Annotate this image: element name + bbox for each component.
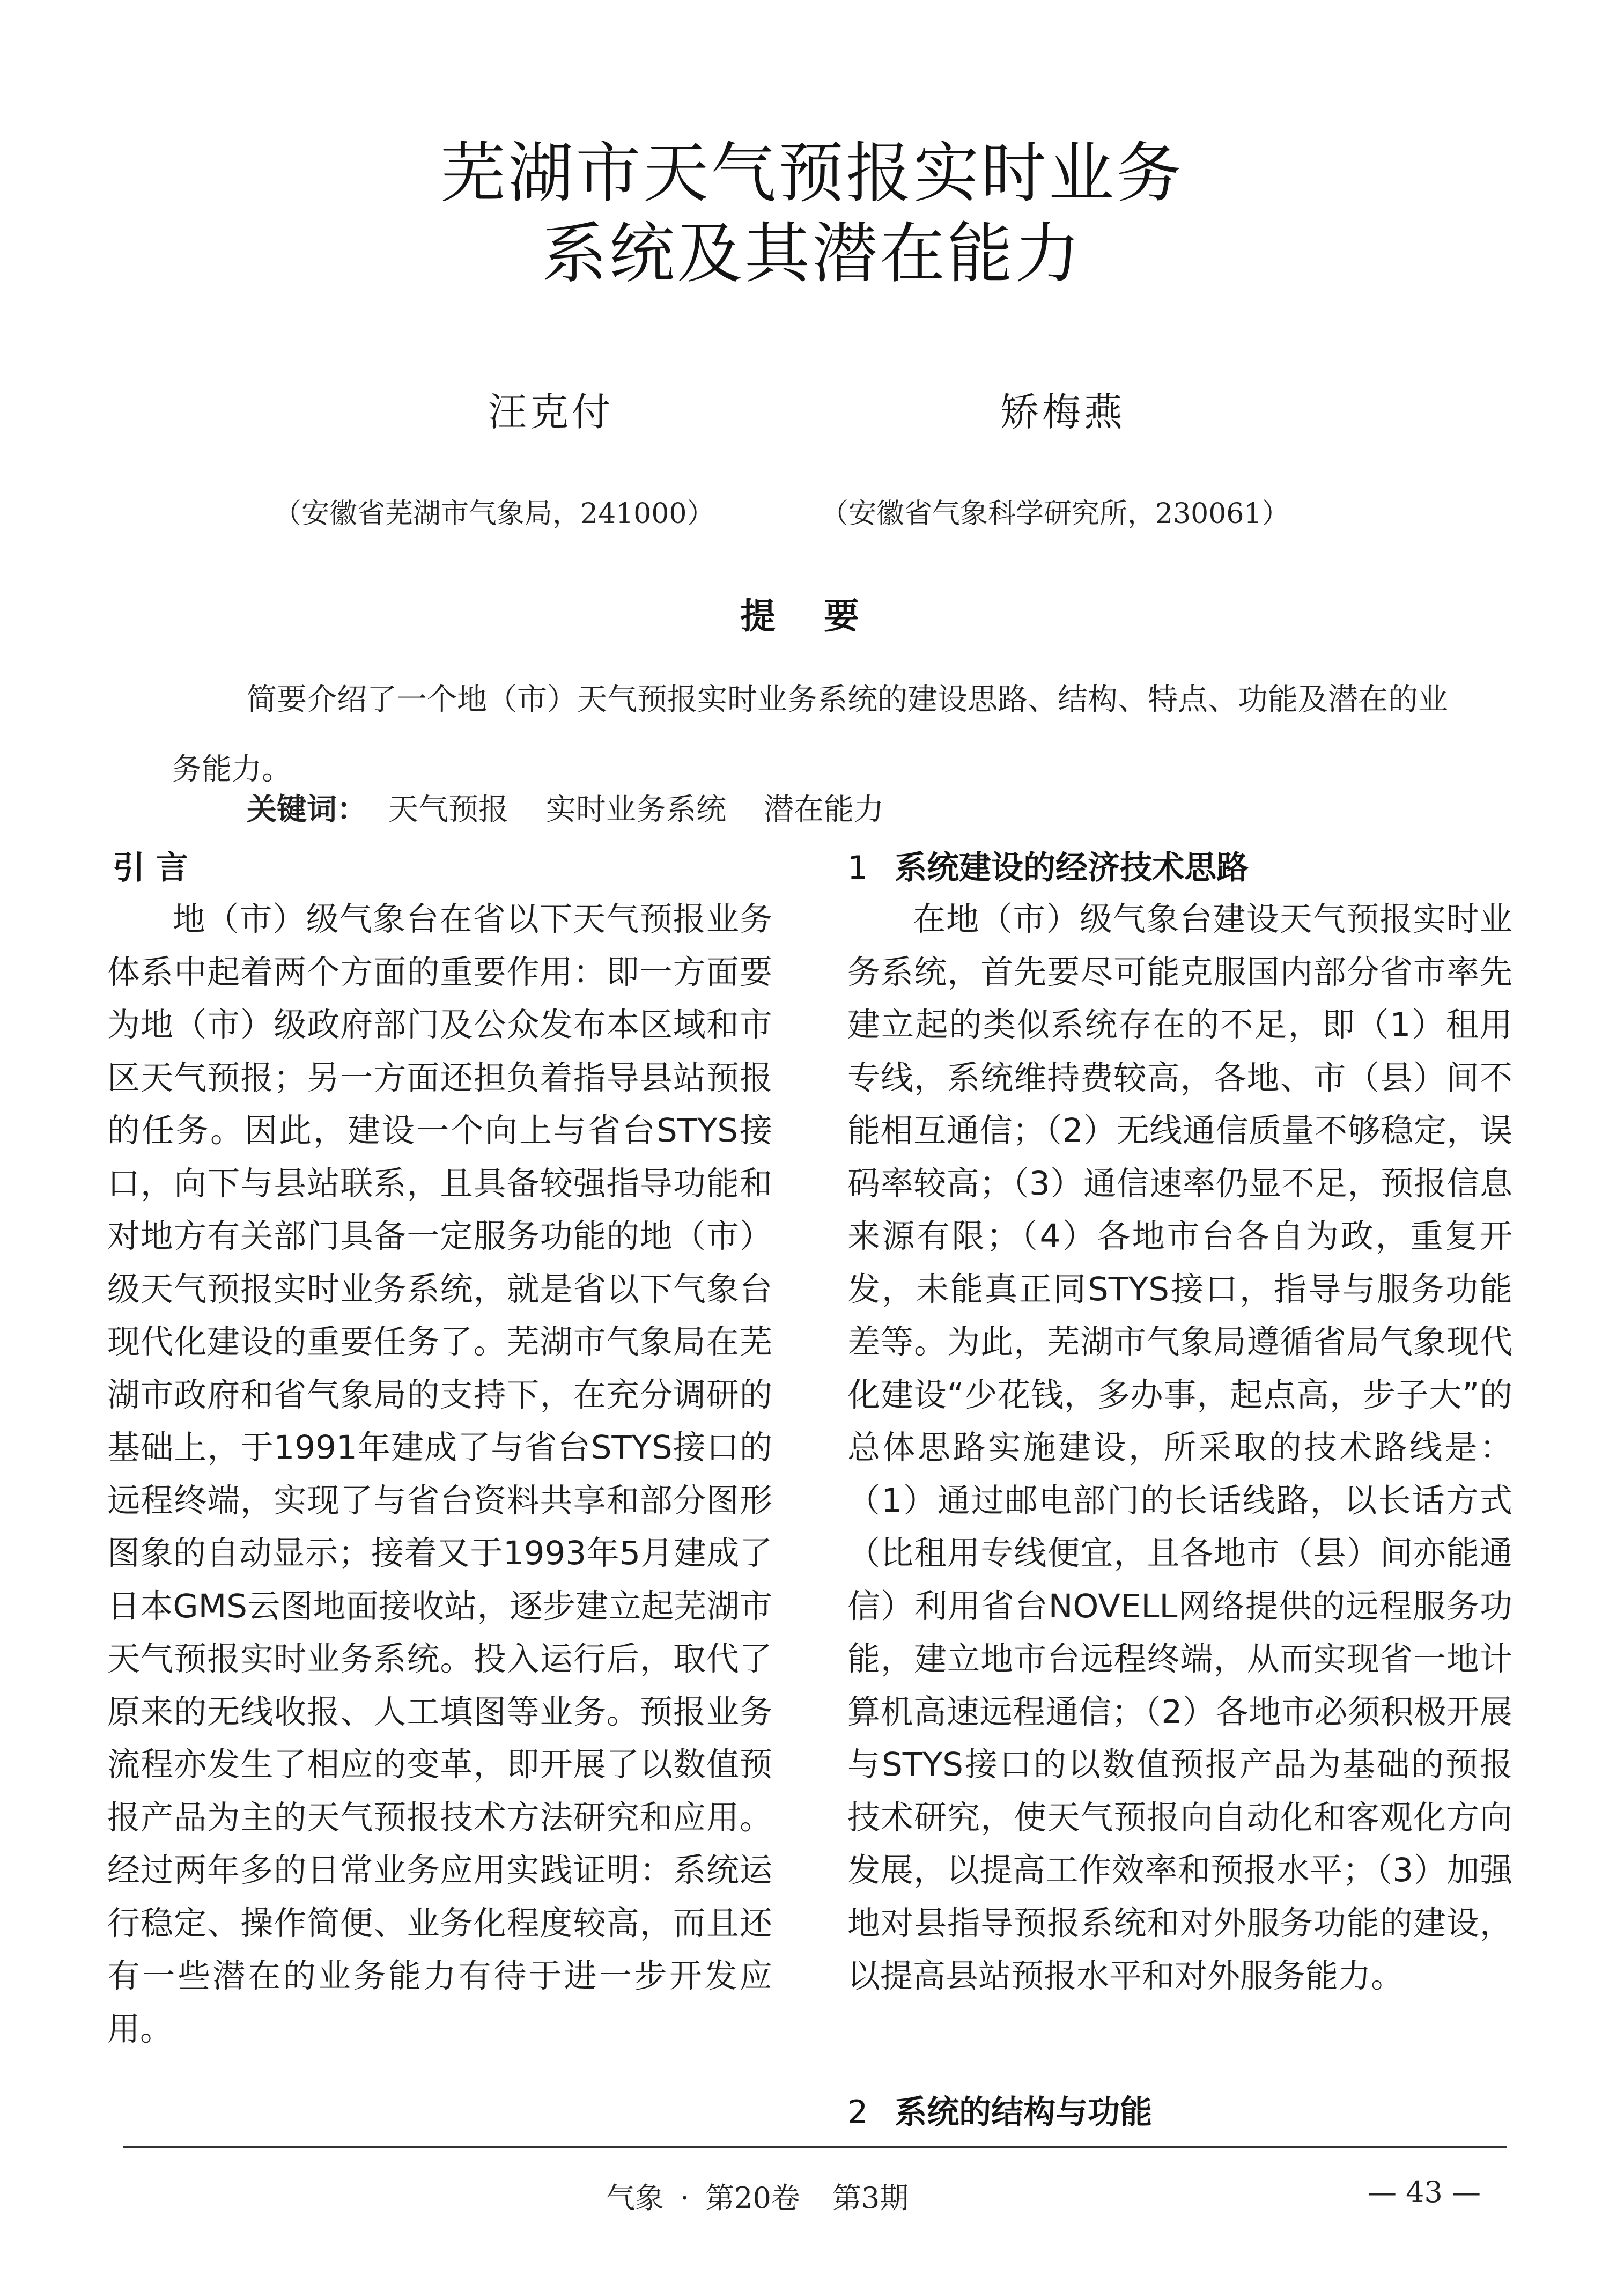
section-1-body-text: 在地（市）级气象台建设天气预报实时业务系统，首先要尽可能克服国内部分省市率先建立起的类似系统存在的不足，即（1）租用专线，系统维持费较高，各地、市（县）间不能相互通信；（2）无线通信质量不够稳定，误码率较高；（3）通信速率仍显不足，预报信息来源有限；（4）各地市台各自为政，重复开发，未能真正同STYS接口，指导与服务功能差等。为此，芜湖市气象局遵循省局气象现代化建设“少花钱，多办事，起点高，步子大”的总体思路实施建设，所采取的技术路线是：（1）通过邮电部门的长话线路，以长话方式（比租用专线便宜，且各地市（县）间亦能通信）利用省台NOVELL网络提供的远程服务功能，建立地市台远程终端，从而实现省一地计算机高速远程通信；（2）各地市必须积极开展与STYS接口的以数值预报产品为基础的预报技术研究，使天气预报向自动化和客观化方向发展，以提高工作效率和预报水平；（3）加强地对县指导预报系统和对外服务功能的建设，以提高县站预报水平和对外服务能力。: [847, 900, 1512, 1995]
footer-rule: [123, 2146, 1507, 2148]
author-1-name: 汪克付: [488, 389, 614, 435]
abstract-text: 简要介绍了一个地（市）天气预报实时业务系统的建设思路、结构、特点、功能及潜在的业务能力。: [172, 682, 1448, 787]
journal-issue: 第3期: [832, 2181, 909, 2215]
author-2-name: 矫梅燕: [1000, 389, 1126, 435]
section-2-title: 系统的结构与功能: [895, 2094, 1153, 2131]
keyword-item: 天气预报: [388, 792, 508, 827]
keyword-item: 潜在能力: [764, 792, 884, 827]
section-heading-intro: 引 言: [113, 849, 188, 887]
intro-body-text: 地（市）级气象台在省以下天气预报业务体系中起着两个方面的重要作用：即一方面要为地（市）级政府部门及公众发布本区域和市区天气预报；另一方面还担负着指导县站预报的任务。因此，建设一个向上与省台STYS接口，向下与县站联系，且具备较强指导功能和对地方有关部门具备一定服务功能的地（市）级天气预报实时业务系统，就是省以下气象台现代化建设的重要任务了。芜湖市气象局在芜湖市政府和省气象局的支持下，在充分调研的基础上，于1991年建成了与省台STYS接口的远程终端，实现了与省台资料共享和部分图形图象的自动显示；接着又于1993年5月建成了日本GMS云图地面接收站，逐步建立起芜湖市天气预报实时业务系统。投入运行后，取代了原来的无线收报、人工填图等业务。预报业务流程亦发生了相应的变革，即开展了以数值预报产品为主的天气预报技术方法研究和应用。经过两年多的日常业务应用实践证明：系统运行稳定、操作简便、业务化程度较高，而且还有一些潜在的业务能力有待于进一步开发应用。: [107, 900, 772, 2048]
author-2-affiliation: （安徽省气象科学研究所，230061）: [821, 498, 1290, 530]
abstract-heading: 提要: [740, 595, 907, 637]
section-heading-1: [847, 842, 1249, 888]
journal-footer: 气象 · 第20卷 第3期: [606, 2181, 909, 2215]
keywords: [247, 786, 921, 829]
author-1-affiliation: （安徽省芜湖市气象局，241000）: [274, 498, 715, 530]
journal-name: 气象: [606, 2181, 664, 2215]
section-2-number: 2: [847, 2094, 868, 2131]
journal-volume: 第20卷: [705, 2181, 800, 2215]
paper-title-line-1: 芜湖市天气预报实时业务: [440, 135, 1184, 211]
section-1-title: 系统建设的经济技术思路: [895, 849, 1249, 887]
page-number: — 43 —: [1368, 2175, 1481, 2209]
section-heading-2: [847, 2087, 1152, 2133]
paper-title-line-2: 系统及其潜在能力: [542, 216, 1082, 292]
section-1-number: 1: [847, 849, 868, 887]
keywords-label: 关键词：: [247, 792, 367, 827]
keyword-item: 实时业务系统: [546, 792, 726, 827]
